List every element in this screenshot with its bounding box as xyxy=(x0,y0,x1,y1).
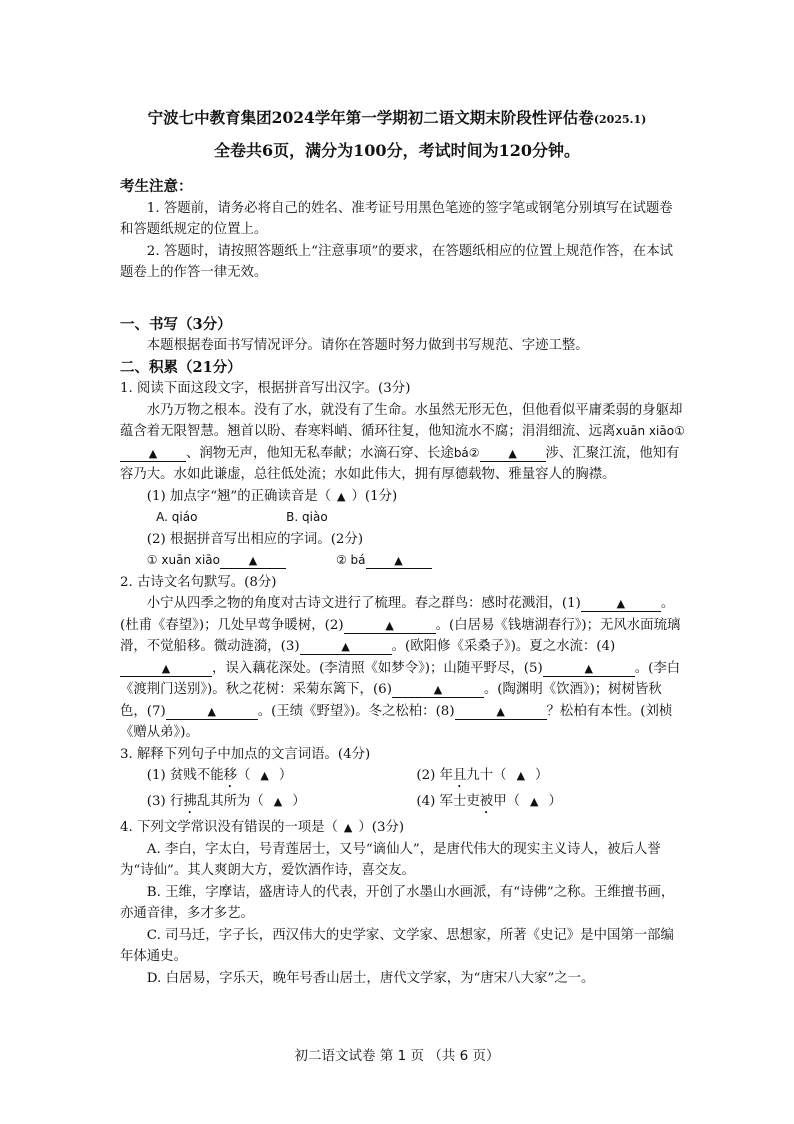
q3-item-4-pre: (4) 军士吏 xyxy=(416,794,480,809)
q2-stem: 2. 古诗文名句默写。(8分) xyxy=(120,574,277,590)
q3-item-1-word: 移 xyxy=(223,768,237,783)
q3-item-4 xyxy=(416,791,686,817)
q3-item-2-pre: (2) 年 xyxy=(416,768,454,783)
q2-blank-5[interactable] xyxy=(543,661,635,677)
q4-stem-text: 4. 下列文学常识没有错误的一项是（ xyxy=(120,820,338,835)
triangle-icon: ▲ xyxy=(337,489,346,503)
q3-item-3-post: 乱其所为（ xyxy=(196,794,264,809)
q1-sub-2: (2) 根据拼音写出相应的字词。(2分) xyxy=(146,531,364,547)
triangle-icon: ▲ xyxy=(161,661,171,675)
triangle-icon[interactable]: ▲ xyxy=(260,769,269,782)
q2-blank-8[interactable] xyxy=(455,704,547,720)
q1-passage xyxy=(120,400,686,486)
q1-sub-1-end: ）(1分) xyxy=(351,488,398,504)
q1-sub-2-answers xyxy=(120,550,686,572)
exam-content xyxy=(120,176,686,989)
q3-item-1-close: ） xyxy=(278,768,293,783)
q4-option-d[interactable]: D. 白居易，字乐天，晚年号香山居士，唐代文学家，为“唐宋八大家”之一。 xyxy=(146,970,595,986)
exam-subtitle: 全卷共6页，满分为100分，考试时间为120分钟。 xyxy=(214,141,580,160)
q4-option-b[interactable]: B. 王维，字摩诘，盛唐诗人的代表，开创了水墨山水画派，有“诗佛”之称。王维擅书画，亦通音律，多才多艺。 xyxy=(120,884,675,921)
q3-item-2 xyxy=(416,765,686,791)
q3-item-1-post: （ xyxy=(236,768,251,783)
q2-text-4: 。(欧阳修《采桑子》)。夏之水流：(4) xyxy=(391,639,616,654)
q3-item-3-close: ） xyxy=(292,794,306,809)
notice-item-2: 2. 答题时，请按照答题纸上“注意事项”的要求，在答题纸相应的位置上规范作答，在本试题卷上的作答一律无效。 xyxy=(120,243,673,280)
triangle-icon: ▲ xyxy=(148,446,158,460)
triangle-icon: ▲ xyxy=(394,554,403,567)
q2-text-3: 。(白居易《钱塘湖春行》)；无风水面琉璃滑，不觉船移。微动涟漪，(3) xyxy=(120,617,681,654)
triangle-icon[interactable]: ▲ xyxy=(273,795,283,808)
q1-passage-part-c: 涉、汇聚江流，他知有容乃大。水如此谦虚，总往低处流；水如此伟大，拥有厚德载物、雅量容人的胸襟。 xyxy=(120,445,680,482)
q3-row-1 xyxy=(120,765,686,791)
q1-sub-1 xyxy=(120,486,686,508)
q3-item-4-word: 被 xyxy=(479,794,494,809)
triangle-icon: ▲ xyxy=(385,618,394,632)
triangle-icon: ▲ xyxy=(496,704,505,718)
q1-sub-1-text: (1) 加点字“翘”的正确读音是（ xyxy=(146,488,332,504)
q4-option-c[interactable]: C. 司马迁，字子长，西汉伟大的史学家、文学家、思想家，所著《史记》是中国第一部编年体通史。 xyxy=(120,927,674,964)
triangle-icon: ▲ xyxy=(616,597,626,610)
q1-sub-2-label-b: ② bá xyxy=(335,553,366,567)
q3-item-4-close: ） xyxy=(548,794,562,809)
q2-blank-1[interactable] xyxy=(581,596,661,612)
q3-item-1 xyxy=(147,765,417,791)
triangle-icon[interactable]: ▲ xyxy=(516,769,526,782)
q2-blank-2[interactable] xyxy=(344,618,436,634)
q3-item-1-pre: (1) 贫贱不能 xyxy=(146,768,224,783)
q3-item-2-close: ） xyxy=(535,768,549,783)
q1-blank-1[interactable] xyxy=(120,446,186,462)
q3-item-2-word: 且 xyxy=(453,768,467,783)
q2-passage xyxy=(120,593,686,744)
q3-item-4-post: 甲（ xyxy=(493,794,520,809)
triangle-icon[interactable]: ▲ xyxy=(343,821,353,834)
exam-title xyxy=(0,106,794,128)
q1-blank-2[interactable] xyxy=(480,446,546,462)
q2-text-7: 。(陶渊明《饮酒》)；树树皆秋色，(7) xyxy=(120,682,662,719)
exam-title-text: 宁波七中教育集团2024学年第一学期初二语文期末阶段性评估卷 xyxy=(147,108,594,127)
q3-item-3-pre: (3) 行 xyxy=(146,794,184,809)
section-1-text: 本题根据卷面书写情况评分。请你在答题时努力做到书写规范、字迹工整。 xyxy=(146,338,589,353)
q2-text-1: 小宁从四季之物的角度对古诗文进行了梳理。春之群鸟：感时花溅泪，(1) xyxy=(146,596,581,611)
q3-row-2 xyxy=(120,791,686,817)
q4-stem xyxy=(120,817,686,839)
q2-blank-4[interactable] xyxy=(120,661,212,677)
q1-pinyin-1: xuān xiāo① xyxy=(615,424,685,438)
q2-text-5: ，误入藕花深处。(李清照《如梦令》)；山随平野尽，(5) xyxy=(212,660,543,676)
triangle-icon: ▲ xyxy=(341,640,350,653)
notice-item-1: 1. 答题前，请务必将自己的姓名、准考证号用黑色笔迹的签字笔或钢笔分别填写在试题卷和答题纸规定的位置上。 xyxy=(120,200,673,237)
section-2-heading: 二、积累（21分） xyxy=(120,358,242,376)
q3-item-2-post: 九十（ xyxy=(466,768,507,783)
exam-date: (2025.1) xyxy=(593,113,647,126)
q2-blank-6[interactable] xyxy=(392,682,484,698)
q4-option-a[interactable]: A. 李白，字太白，号青莲居士，又号“谪仙人”，是唐代伟大的现实主义诗人，被后人誉为“诗仙”。其人爽朗大方，爱饮酒作诗，喜交友。 xyxy=(120,841,661,878)
triangle-icon: ▲ xyxy=(433,683,443,696)
section-1-heading: 一、书写（3分） xyxy=(120,315,232,333)
q1-sub-2-label-a: ① xuān xiāo xyxy=(146,553,220,567)
q1-passage-part-a: 水乃万物之根本。没有了水，就没有了生命。水虽然无形无色，但他看似平庸柔弱的身躯却蕴含着无限智慧。翘首以盼、春寒料峭、循环往复，他知流水不腐；涓涓细流、远离 xyxy=(120,402,683,439)
q1-passage-part-b: 、润物无声，他知无私奉献；水滴石穿、长途 xyxy=(186,445,454,461)
triangle-icon[interactable]: ▲ xyxy=(529,795,539,808)
q1-stem: 1. 阅读下面这段文字，根据拼音写出汉字。(3分) xyxy=(120,381,411,396)
q2-blank-7[interactable] xyxy=(166,704,258,720)
q3-stem: 3. 解释下列句子中加点的文言词语。(4分) xyxy=(120,746,371,762)
page-footer: 初二语文试卷 第 1 页 （共 6 页） xyxy=(294,1048,500,1064)
q4-stem-end: ）(3分) xyxy=(358,820,405,835)
triangle-icon: ▲ xyxy=(207,704,216,718)
q2-text-9: ？松柏有本性。(刘桢《赠从弟》)。 xyxy=(120,703,673,740)
q1-options xyxy=(120,507,416,529)
option-a[interactable]: A. qiáo xyxy=(156,510,198,524)
notice-heading: 考生注意： xyxy=(120,178,193,195)
q2-text-8: 。(王绩《野望》)。冬之松柏：(8) xyxy=(257,703,455,719)
triangle-icon: ▲ xyxy=(584,661,593,675)
q1-pinyin-2: bá② xyxy=(453,445,480,460)
triangle-icon: ▲ xyxy=(508,446,517,460)
q3-item-3 xyxy=(147,791,417,817)
q1-sub-2-blank-a[interactable] xyxy=(220,553,286,569)
q3-item-3-word: 拂 xyxy=(183,794,197,809)
q2-blank-3[interactable] xyxy=(300,639,392,655)
q1-sub-2-blank-b[interactable] xyxy=(366,553,432,569)
triangle-icon: ▲ xyxy=(248,554,258,567)
exam-header xyxy=(0,106,794,161)
q2-text-2: 。(杜甫《春望》)；几处早莺争暖树，(2) xyxy=(120,596,675,633)
option-b[interactable]: B. qiào xyxy=(286,510,328,524)
q2-text-6: 。(李白《渡荆门送别》)。秋之花树：采菊东篱下，(6) xyxy=(120,660,681,697)
